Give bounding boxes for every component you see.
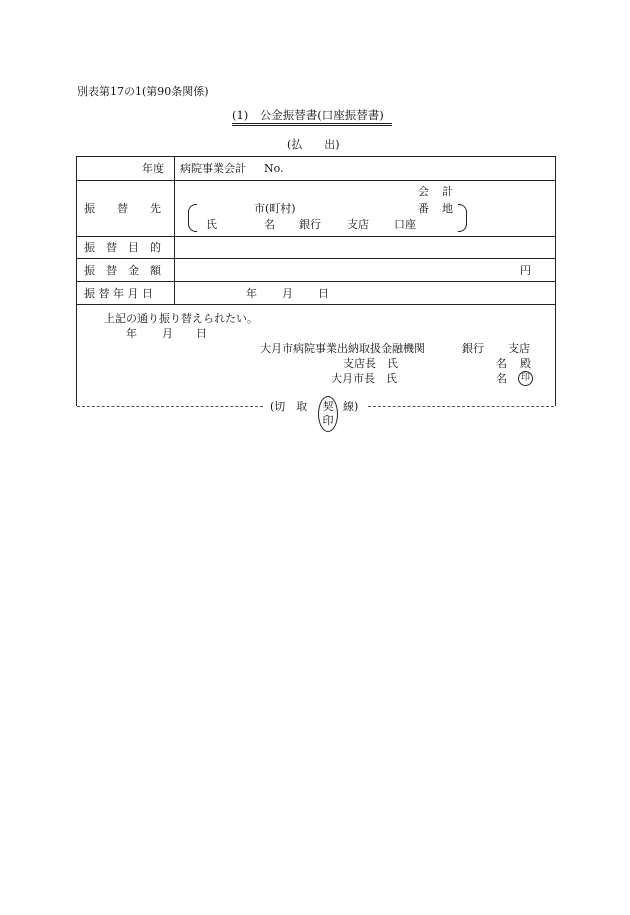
date-label: 振 替 年 月 日 (84, 287, 153, 300)
fiscal-year-label: 年度 (142, 162, 164, 175)
contract-seal-bottom: 印 (322, 414, 334, 427)
mayor-name-mei: 名 (496, 372, 507, 385)
bank-label: 銀行 (299, 218, 321, 231)
right-bracket (458, 204, 467, 232)
contract-seal-icon (318, 396, 338, 432)
document-title: (1) 公金振替書(口座振替書) (232, 108, 384, 122)
cut-line-label: (切 取 (270, 400, 308, 413)
title-underline-2 (232, 125, 392, 126)
branch-label: 支店 (347, 218, 369, 231)
transfer-to-label: 振 替 先 (84, 202, 161, 215)
manager-name-mei: 名 (496, 357, 507, 370)
account-kei: 計 (442, 185, 453, 198)
date-month: 月 (282, 287, 293, 300)
form-reference: 別表第17の1(第90条関係) (77, 85, 209, 98)
title-underline (232, 123, 392, 124)
cut-line-label-end: 線) (343, 400, 359, 413)
institution-name: 大月市病院事業出納取扱金融機関 (260, 342, 425, 355)
cut-line-left (77, 406, 263, 407)
purpose-label: 振 替 目 的 (84, 241, 161, 254)
request-bank: 銀行 (462, 342, 484, 355)
yen-unit: 円 (520, 264, 531, 277)
request-day: 日 (196, 327, 207, 340)
left-bracket (188, 204, 197, 232)
account-koza: 口座 (394, 218, 416, 231)
seal-icon (518, 371, 533, 386)
city-label: 市(町村) (254, 202, 296, 215)
name-mei: 名 (264, 218, 275, 231)
document-subtitle: (払 出) (287, 138, 340, 151)
contract-seal-top: 契 (322, 399, 334, 413)
address-chi: 地 (442, 202, 453, 215)
request-month: 月 (162, 327, 173, 340)
request-branch: 支店 (508, 342, 530, 355)
request-statement: 上記の通り振り替えられたい。 (104, 312, 258, 325)
date-day: 日 (318, 287, 329, 300)
name-shi: 氏 (206, 218, 217, 231)
address-ban: 番 (418, 202, 429, 215)
cut-line-right (368, 406, 554, 407)
amount-label: 振 替 金 額 (84, 264, 161, 277)
mayor-label: 大月市長 氏 (331, 372, 397, 385)
account-name: 病院事業会計 (180, 162, 246, 175)
account-number-label: No. (264, 162, 284, 175)
date-year: 年 (246, 287, 257, 300)
honorific-dono: 殿 (520, 357, 531, 370)
request-year: 年 (126, 327, 137, 340)
account-kai: 会 (418, 185, 429, 198)
seal-mark: 印 (520, 373, 530, 383)
branch-manager: 支店長 氏 (343, 357, 398, 370)
